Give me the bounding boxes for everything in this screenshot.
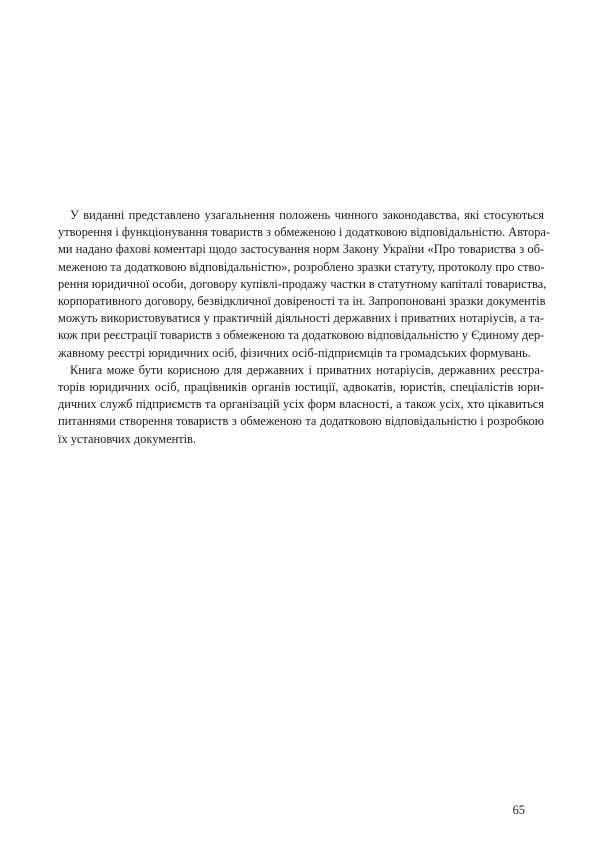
annotation-text [58, 207, 551, 448]
text-line: питаннями створення товариств з обмеженою та додатковою відповідальністю і розробкою [58, 414, 544, 429]
text-line: кож при реєстрації товариств з обмеженою та додатковою відповідальністю у Єдиному дер- [58, 328, 545, 343]
paragraph-2 [58, 362, 544, 448]
page-number: 65 [512, 803, 525, 817]
text-line: У виданні представлено узагальнення положень чинного законодавства, які стосуються [70, 208, 544, 222]
text-line: жавному реєстрі юридичних осіб, фізичних осіб-підприємців та громадських формувань. [58, 345, 531, 360]
text-line: дичних служб підприємств та організацій усіх форм власності, а також усіх, хто цікавиться [58, 397, 544, 412]
text-line: можуть використовуватися у практичній діяльності державних і приватних нотаріусів, а та- [58, 311, 544, 326]
text-line: їх установчих документів. [58, 431, 197, 446]
text-line: торів юридичних осіб, працівників органів юстиції, адвокатів, юристів, спеціалістів юри- [58, 380, 544, 395]
paragraph-1 [58, 207, 551, 362]
text-line: меженою та додатковою відповідальністю», розроблено зразки статуту, протоколу про ство- [58, 259, 545, 274]
text-line: корпоративного договору, безвідкличної довіреності та ін. Запропоновані зразки документів [58, 294, 546, 309]
text-line: Книга може бути корисною для державних і приватних нотаріусів, державних реєстра- [70, 362, 544, 377]
text-line: рення юридичної особи, договору купівлі-продажу частки в статутному капіталі товариства, [58, 276, 547, 291]
text-line: ми надано фахові коментарі щодо застосування норм Закону України «Про товариства з об- [58, 242, 544, 257]
text-line: утворення і функціонування товариств з обмеженою і додатковою відповідальністю. Автора- [58, 225, 551, 240]
